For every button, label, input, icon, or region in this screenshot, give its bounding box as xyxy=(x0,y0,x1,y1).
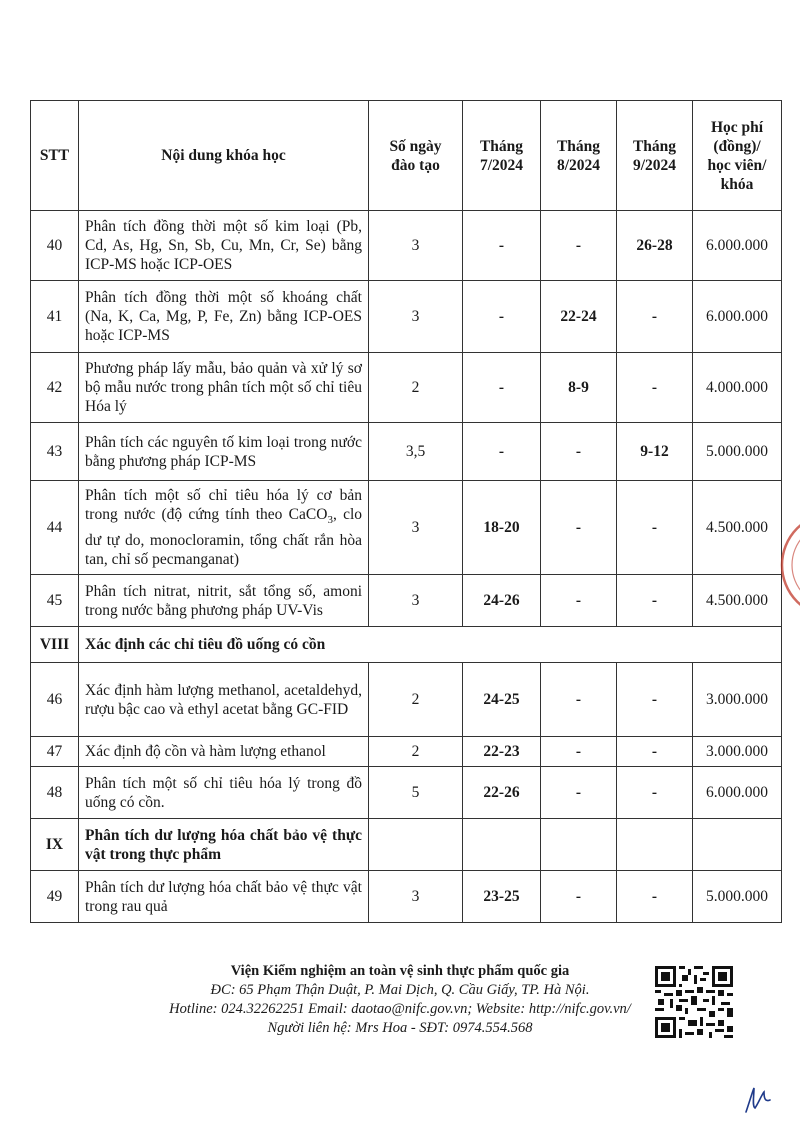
table-row xyxy=(31,871,782,923)
signature-mark xyxy=(740,1082,776,1116)
row-stt: 43 xyxy=(31,423,79,481)
row-content: Phân tích một số chỉ tiêu hóa lý trong đồ uống có cồn. xyxy=(79,767,369,819)
row-month-7: 18-20 xyxy=(463,481,541,575)
row-days: 2 xyxy=(369,663,463,737)
row-month-7: 23-25 xyxy=(463,871,541,923)
row-month-8: 8-9 xyxy=(541,353,617,423)
row-month-9: - xyxy=(617,481,693,575)
row-fee: 5.000.000 xyxy=(693,871,782,923)
row-fee: 4.000.000 xyxy=(693,353,782,423)
row-month-8: - xyxy=(541,481,617,575)
row-content: Xác định độ cồn và hàm lượng ethanol xyxy=(79,737,369,767)
row-month-9: 9-12 xyxy=(617,423,693,481)
section-empty-cell xyxy=(463,819,541,871)
row-month-7: - xyxy=(463,423,541,481)
row-month-8: - xyxy=(541,737,617,767)
section-empty-cell xyxy=(693,819,782,871)
row-days: 3 xyxy=(369,211,463,281)
row-days: 3 xyxy=(369,281,463,353)
row-stt: 46 xyxy=(31,663,79,737)
stamp-seal xyxy=(772,505,800,625)
row-content-part-b: , clo dư tự do, monocloramin, tổng chất rắn hòa tan, chỉ số pecmanganat) xyxy=(85,506,362,568)
header-content: Nội dung khóa học xyxy=(79,101,369,211)
row-month-7: 22-26 xyxy=(463,767,541,819)
course-schedule-table xyxy=(30,100,782,923)
row-month-8: - xyxy=(541,211,617,281)
row-month-9: - xyxy=(617,737,693,767)
table-row xyxy=(31,211,782,281)
row-stt: 48 xyxy=(31,767,79,819)
footer-address: ĐC: 65 Phạm Thận Duật, P. Mai Dịch, Q. Cầu Giấy, TP. Hà Nội. xyxy=(210,982,590,998)
footer-organization: Viện Kiểm nghiệm an toàn vệ sinh thực phẩm quốc gia xyxy=(230,963,570,979)
row-month-9: - xyxy=(617,575,693,627)
table-row xyxy=(31,663,782,737)
section-empty-cell xyxy=(369,819,463,871)
qr-code-icon xyxy=(655,966,733,1038)
table-header-row xyxy=(31,101,782,211)
footer-contact-person: Người liên hệ: Mrs Hoa - SĐT: 0974.554.568 xyxy=(267,1020,533,1036)
section-number: VIII xyxy=(31,627,79,663)
row-content xyxy=(79,481,369,575)
row-month-7: - xyxy=(463,353,541,423)
header-month-8: Tháng 8/2024 xyxy=(541,101,617,211)
row-month-9: - xyxy=(617,663,693,737)
row-content: Xác định hàm lượng methanol, acetaldehyd, rượu bậc cao và ethyl acetat bằng GC-FID xyxy=(79,663,369,737)
row-fee: 4.500.000 xyxy=(693,575,782,627)
table-row xyxy=(31,423,782,481)
row-month-9: - xyxy=(617,767,693,819)
row-month-7: - xyxy=(463,211,541,281)
row-content-part-a: Phân tích một số chỉ tiêu hóa lý cơ bản trong nước (độ cứng tính theo CaCO xyxy=(85,487,362,524)
header-stt: STT xyxy=(31,101,79,211)
row-content: Phân tích nitrat, nitrit, sắt tổng số, amoni trong nước bằng phương pháp UV-Vis xyxy=(79,575,369,627)
row-content: Phương pháp lấy mẫu, bảo quản và xử lý sơ bộ mẫu nước trong phân tích một số chỉ tiêu Hóa lý xyxy=(79,353,369,423)
row-content-subscript: 3 xyxy=(327,514,333,527)
row-days: 3,5 xyxy=(369,423,463,481)
row-month-7: - xyxy=(463,281,541,353)
row-month-8: 22-24 xyxy=(541,281,617,353)
row-stt: 49 xyxy=(31,871,79,923)
row-month-8: - xyxy=(541,423,617,481)
row-days: 2 xyxy=(369,737,463,767)
section-empty-cell xyxy=(617,819,693,871)
row-stt: 41 xyxy=(31,281,79,353)
row-month-9: - xyxy=(617,353,693,423)
row-month-7: 24-25 xyxy=(463,663,541,737)
row-month-9: - xyxy=(617,871,693,923)
table-row xyxy=(31,353,782,423)
row-fee: 6.000.000 xyxy=(693,767,782,819)
table-row xyxy=(31,481,782,575)
row-days: 2 xyxy=(369,353,463,423)
row-month-7: 24-26 xyxy=(463,575,541,627)
header-days: Số ngày đào tạo xyxy=(369,101,463,211)
header-fee: Học phí (đồng)/ học viên/ khóa xyxy=(693,101,782,211)
row-fee: 6.000.000 xyxy=(693,281,782,353)
section-row-ix xyxy=(31,819,782,871)
row-days: 3 xyxy=(369,575,463,627)
row-month-8: - xyxy=(541,767,617,819)
row-stt: 40 xyxy=(31,211,79,281)
row-month-7: 22-23 xyxy=(463,737,541,767)
section-number: IX xyxy=(31,819,79,871)
row-month-8: - xyxy=(541,663,617,737)
row-fee: 5.000.000 xyxy=(693,423,782,481)
table-row xyxy=(31,767,782,819)
header-month-9: Tháng 9/2024 xyxy=(617,101,693,211)
row-content: Phân tích dư lượng hóa chất bảo vệ thực vật trong rau quả xyxy=(79,871,369,923)
table-row xyxy=(31,281,782,353)
row-content: Phân tích đồng thời một số khoáng chất (Na, K, Ca, Mg, P, Fe, Zn) bằng ICP-OES hoặc ICP-MS xyxy=(79,281,369,353)
table-row xyxy=(31,737,782,767)
row-days: 3 xyxy=(369,481,463,575)
row-content: Phân tích đồng thời một số kim loại (Pb, Cd, As, Hg, Sn, Sb, Cu, Mn, Cr, Se) bằng ICP-MS hoặc ICP-OES xyxy=(79,211,369,281)
footer-contact: Hotline: 024.32262251 Email: daotao@nifc.gov.vn; Website: http://nifc.gov.vn/ xyxy=(169,1001,631,1017)
section-title: Xác định các chỉ tiêu đồ uống có cồn xyxy=(79,627,782,663)
row-stt: 44 xyxy=(31,481,79,575)
row-month-8: - xyxy=(541,871,617,923)
row-fee: 3.000.000 xyxy=(693,737,782,767)
row-content: Phân tích các nguyên tố kim loại trong nước bằng phương pháp ICP-MS xyxy=(79,423,369,481)
row-stt: 47 xyxy=(31,737,79,767)
row-stt: 42 xyxy=(31,353,79,423)
row-month-8: - xyxy=(541,575,617,627)
table-row xyxy=(31,575,782,627)
section-empty-cell xyxy=(541,819,617,871)
row-days: 3 xyxy=(369,871,463,923)
row-days: 5 xyxy=(369,767,463,819)
header-month-7: Tháng 7/2024 xyxy=(463,101,541,211)
row-fee: 4.500.000 xyxy=(693,481,782,575)
row-fee: 6.000.000 xyxy=(693,211,782,281)
row-stt: 45 xyxy=(31,575,79,627)
section-row-viii xyxy=(31,627,782,663)
row-fee: 3.000.000 xyxy=(693,663,782,737)
row-month-9: 26-28 xyxy=(617,211,693,281)
section-title: Phân tích dư lượng hóa chất bảo vệ thực vật trong thực phẩm xyxy=(79,819,369,871)
row-month-9: - xyxy=(617,281,693,353)
